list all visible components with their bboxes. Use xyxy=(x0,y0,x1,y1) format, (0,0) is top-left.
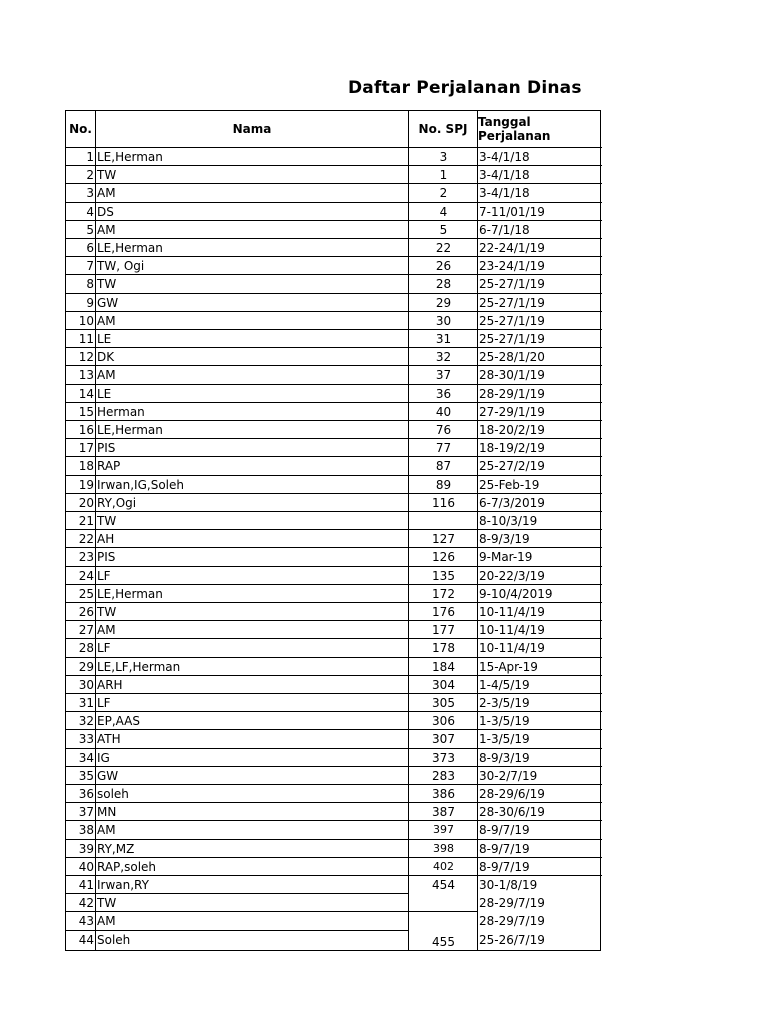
row-number: 2 xyxy=(86,168,94,183)
row-nama: LF xyxy=(97,641,111,656)
row-nama: RAP xyxy=(97,459,121,474)
row-tanggal: 6-7/1/18 xyxy=(479,222,530,237)
row-number: 30 xyxy=(78,677,94,692)
row-tanggal: 27-29/1/19 xyxy=(479,404,545,419)
row-number: 33 xyxy=(78,732,94,747)
row-number: 22 xyxy=(78,532,94,547)
row-nama: TW xyxy=(97,277,117,292)
row-number: 44 xyxy=(78,932,94,947)
row-number: 24 xyxy=(78,568,94,583)
row-tanggal: 28-29/1/19 xyxy=(479,386,545,401)
row-tanggal: 9-10/4/2019 xyxy=(479,586,553,601)
row-nama: EP,AAS xyxy=(97,714,141,729)
row-no-spj: 36 xyxy=(435,386,452,401)
row-no-spj: 126 xyxy=(432,550,455,565)
row-no-spj: 2 xyxy=(439,186,448,201)
row-tanggal: 20-22/3/19 xyxy=(479,568,545,583)
row-tanggal: 1-3/5/19 xyxy=(479,714,530,729)
row-number: 43 xyxy=(78,914,94,929)
header-no: No. xyxy=(69,122,92,136)
row-number: 15 xyxy=(78,404,94,419)
row-no-spj: 178 xyxy=(432,641,455,656)
row-number: 7 xyxy=(86,259,94,274)
row-no-spj: 31 xyxy=(435,332,452,346)
row-no-spj xyxy=(409,512,478,530)
row-number: 26 xyxy=(78,605,94,619)
row-nama: LE xyxy=(97,332,112,346)
row-nama: RY,MZ xyxy=(97,841,135,856)
row-nama: LF xyxy=(97,568,111,583)
row-number: 42 xyxy=(78,896,94,911)
row-no-spj: 172 xyxy=(432,586,455,601)
row-no-spj: 4 xyxy=(439,204,448,219)
row-nama: TW xyxy=(97,605,117,619)
row-no-spj: 373 xyxy=(432,750,455,765)
row-nama: LE,Herman xyxy=(97,586,163,601)
row-number: 16 xyxy=(78,423,94,437)
row-tanggal: 18-20/2/19 xyxy=(479,423,545,437)
row-no-spj: 455 xyxy=(432,934,455,949)
row-no-spj: 40 xyxy=(435,404,452,419)
row-tanggal: 8-9/7/19 xyxy=(479,859,530,874)
row-tanggal: 25-27/2/19 xyxy=(479,459,545,474)
row-tanggal: 10-11/4/19 xyxy=(479,623,545,638)
row-tanggal: 8-9/7/19 xyxy=(479,841,530,856)
row-number: 23 xyxy=(78,550,94,565)
row-no-spj: 177 xyxy=(432,623,455,638)
row-nama: MN xyxy=(97,805,117,820)
row-tanggal: 2-3/5/19 xyxy=(479,696,530,710)
row-no-spj: 398 xyxy=(433,841,454,855)
row-no-spj: 184 xyxy=(432,659,455,674)
row-nama: Irwan,IG,Soleh xyxy=(97,477,184,492)
row-no-spj: 76 xyxy=(435,423,452,437)
row-number: 4 xyxy=(86,204,94,219)
row-no-spj: 176 xyxy=(432,605,455,619)
row-no-spj: 402 xyxy=(433,859,454,873)
row-no-spj: 89 xyxy=(435,477,452,492)
row-tanggal: 8-9/7/19 xyxy=(479,823,530,838)
perjalanan-table xyxy=(65,110,601,951)
row-number: 36 xyxy=(78,787,94,801)
row-nama: RY,Ogi xyxy=(97,495,137,510)
row-tanggal: 3-4/1/18 xyxy=(479,150,530,164)
row-nama: Irwan,RY xyxy=(97,878,149,892)
row-nama: AM xyxy=(97,222,116,237)
row-no-spj: 127 xyxy=(432,532,455,547)
row-number: 5 xyxy=(86,222,94,237)
row-number: 20 xyxy=(78,495,94,510)
row-nama: LE,Herman xyxy=(97,150,163,164)
row-no-spj: 32 xyxy=(435,350,452,365)
row-nama: Soleh xyxy=(97,932,131,947)
row-nama: AM xyxy=(97,623,116,638)
row-nama: AM xyxy=(97,914,116,929)
row-no-spj: 306 xyxy=(432,714,455,729)
row-number: 28 xyxy=(78,641,94,656)
row-no-spj xyxy=(409,894,478,912)
row-number: 18 xyxy=(78,459,94,474)
row-nama: TW, Ogi xyxy=(97,259,145,274)
row-no-spj: 135 xyxy=(432,568,455,583)
row-number: 9 xyxy=(86,295,94,310)
row-nama: TW xyxy=(97,514,117,528)
row-tanggal: 28-30/6/19 xyxy=(479,805,545,820)
row-number: 14 xyxy=(78,386,94,401)
row-tanggal: 23-24/1/19 xyxy=(479,259,545,274)
row-number: 1 xyxy=(86,150,94,164)
row-tanggal: 15-Apr-19 xyxy=(479,659,538,674)
row-no-spj: 386 xyxy=(432,787,455,801)
row-no-spj: 307 xyxy=(432,732,455,747)
row-nama: ATH xyxy=(97,732,121,747)
row-nama: PIS xyxy=(97,441,116,456)
row-no-spj: 454 xyxy=(432,878,455,892)
row-tanggal: 30-2/7/19 xyxy=(479,768,538,783)
row-number: 13 xyxy=(78,368,94,383)
row-no-spj: 305 xyxy=(432,696,455,710)
row-no-spj: 26 xyxy=(435,259,452,274)
row-nama: IG xyxy=(97,750,110,765)
row-tanggal: 25-Feb-19 xyxy=(479,477,540,492)
row-nama: AM xyxy=(97,186,116,201)
row-number: 3 xyxy=(86,186,94,201)
row-no-spj: 304 xyxy=(432,677,455,692)
row-nama: AM xyxy=(97,313,116,328)
row-number: 37 xyxy=(78,805,94,820)
row-nama: DS xyxy=(97,204,114,219)
row-no-spj: 387 xyxy=(432,805,455,820)
row-tanggal: 25-27/1/19 xyxy=(479,295,545,310)
row-no-spj: 5 xyxy=(439,222,448,237)
header-tanggal: Tanggal Perjalanan xyxy=(478,115,551,143)
row-no-spj: 1 xyxy=(439,168,448,183)
row-tanggal: 25-27/1/19 xyxy=(479,277,545,292)
row-tanggal: 10-11/4/19 xyxy=(479,641,545,656)
row-nama: GW xyxy=(97,768,119,783)
row-no-spj: 283 xyxy=(432,768,455,783)
row-tanggal: 8-9/3/19 xyxy=(479,532,530,547)
header-nama: Nama xyxy=(232,122,272,136)
row-tanggal: 30-1/8/19 xyxy=(479,878,538,892)
row-nama: AH xyxy=(97,532,115,547)
row-nama: Herman xyxy=(97,404,145,419)
row-nama: GW xyxy=(97,295,119,310)
row-number: 6 xyxy=(86,241,94,255)
row-tanggal: 8-9/3/19 xyxy=(479,750,530,765)
row-no-spj: 37 xyxy=(435,368,452,383)
row-tanggal: 28-29/6/19 xyxy=(479,787,545,801)
row-number: 8 xyxy=(86,277,94,292)
row-no-spj: 3 xyxy=(439,150,448,164)
row-number: 34 xyxy=(78,750,94,765)
row-nama: RAP,soleh xyxy=(97,859,157,874)
row-divider xyxy=(66,893,408,894)
row-tanggal: 25-27/1/19 xyxy=(479,313,545,328)
row-tanggal: 18-19/2/19 xyxy=(479,441,545,456)
row-number: 38 xyxy=(78,823,94,838)
row-no-spj: 77 xyxy=(435,441,452,456)
row-number: 39 xyxy=(78,841,94,856)
row-number: 10 xyxy=(78,313,94,328)
row-no-spj: 30 xyxy=(435,313,452,328)
row-no-spj: 29 xyxy=(435,295,452,310)
row-nama: ARH xyxy=(97,677,123,692)
row-tanggal: 9-Mar-19 xyxy=(479,550,533,565)
row-number: 35 xyxy=(78,768,94,783)
row-nama: AM xyxy=(97,368,116,383)
row-tanggal: 22-24/1/19 xyxy=(479,241,545,255)
row-tanggal: 25-27/1/19 xyxy=(479,332,545,346)
row-tanggal: 28-29/7/19 xyxy=(479,914,545,929)
row-number: 27 xyxy=(78,623,94,638)
row-nama: AM xyxy=(97,823,116,838)
row-tanggal: 10-11/4/19 xyxy=(479,605,545,619)
row-number: 11 xyxy=(78,332,94,346)
row-tanggal: 25-28/1/20 xyxy=(479,350,545,365)
row-nama: TW xyxy=(97,896,117,911)
row-number: 21 xyxy=(78,514,94,528)
row-no-spj: 397 xyxy=(433,823,454,837)
row-tanggal: 7-11/01/19 xyxy=(479,204,545,219)
row-number: 17 xyxy=(78,441,94,456)
row-nama: TW xyxy=(97,168,117,183)
row-tanggal: 28-30/1/19 xyxy=(479,368,545,383)
row-nama: LE,LF,Herman xyxy=(97,659,181,674)
row-number: 31 xyxy=(78,696,94,710)
row-tanggal: 1-4/5/19 xyxy=(479,677,530,692)
row-nama: DK xyxy=(97,350,115,365)
row-tanggal: 8-10/3/19 xyxy=(479,514,538,528)
row-number: 40 xyxy=(78,859,94,874)
row-tanggal: 28-29/7/19 xyxy=(479,896,545,911)
row-tanggal: 3-4/1/18 xyxy=(479,186,530,201)
row-number: 29 xyxy=(78,659,94,674)
row-nama: LF xyxy=(97,696,111,710)
row-tanggal: 1-3/5/19 xyxy=(479,732,530,747)
row-number: 12 xyxy=(78,350,94,365)
row-tanggal: 3-4/1/18 xyxy=(479,168,530,183)
row-no-spj: 28 xyxy=(435,277,452,292)
row-no-spj: 22 xyxy=(435,241,452,255)
row-tanggal: 25-26/7/19 xyxy=(479,932,545,947)
row-no-spj: 116 xyxy=(432,495,455,510)
row-no-spj xyxy=(409,912,478,930)
row-nama: soleh xyxy=(97,787,129,801)
row-tanggal: 6-7/3/2019 xyxy=(479,495,545,510)
column-divider xyxy=(95,111,96,950)
header-no-spj: No. SPJ xyxy=(418,122,468,136)
row-number: 19 xyxy=(78,477,94,492)
row-nama: LE xyxy=(97,386,112,401)
row-nama: LE,Herman xyxy=(97,423,163,437)
page-title: Daftar Perjalanan Dinas xyxy=(348,78,582,98)
row-nama: PIS xyxy=(97,550,116,565)
row-no-spj: 87 xyxy=(435,459,452,474)
row-number: 25 xyxy=(78,586,94,601)
row-number: 32 xyxy=(78,714,94,729)
row-number: 41 xyxy=(78,878,94,892)
row-nama: LE,Herman xyxy=(97,241,163,255)
